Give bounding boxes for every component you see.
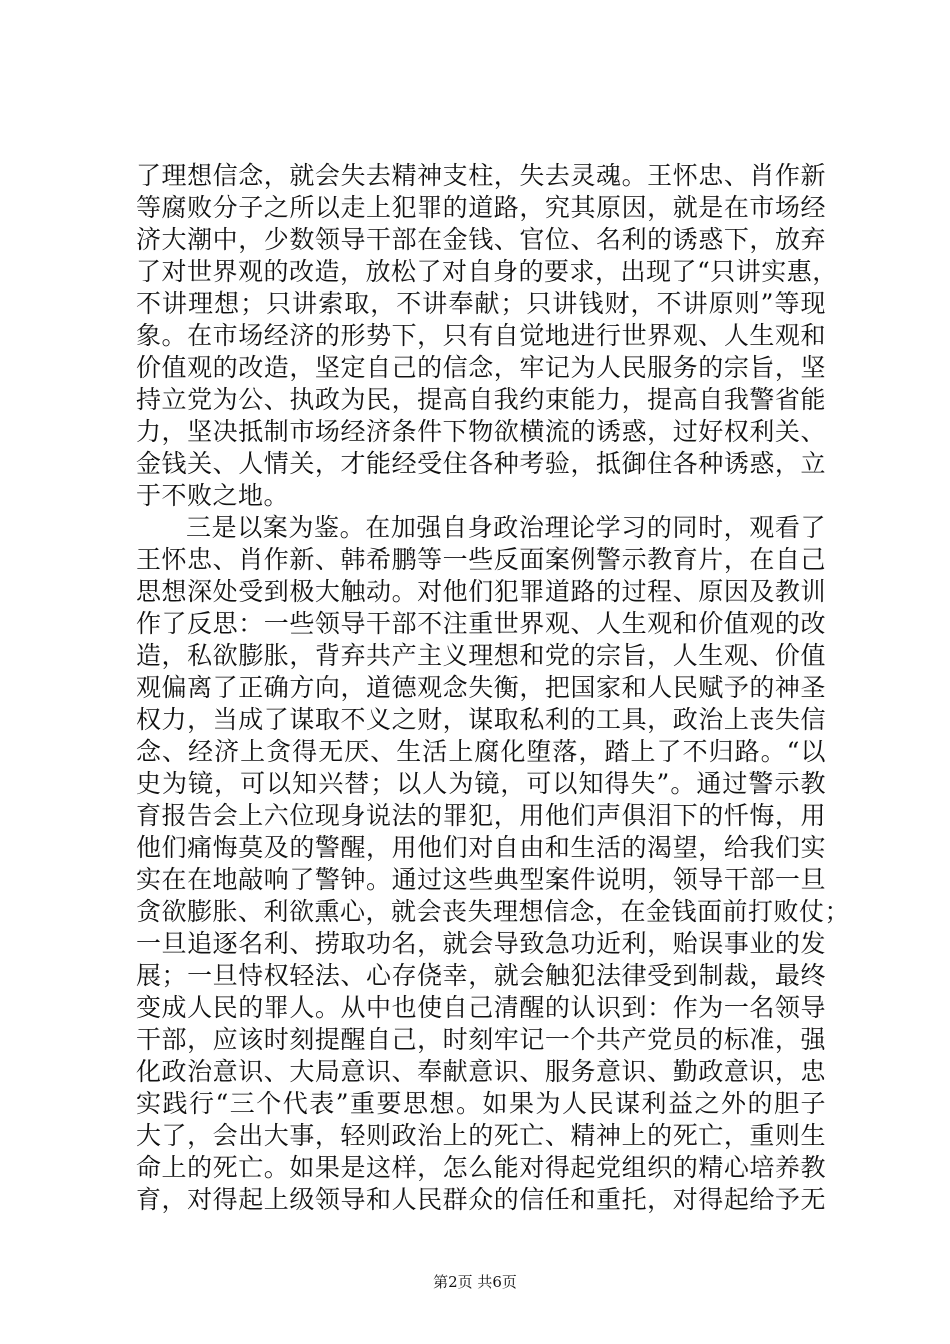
text-line: 造，私欲膨胀，背弃共产主义理想和党的宗旨，人生观、价值: [136, 641, 826, 670]
text-line: 实在在地敲响了警钟。通过这些典型案件说明，领导干部一旦: [136, 865, 826, 894]
text-line: 持立党为公、执政为民，提高自我约束能力，提高自我警省能: [136, 385, 826, 414]
text-line: 济大潮中，少数领导干部在金钱、官位、名利的诱惑下，放弃: [136, 225, 826, 254]
text-line: 命上的死亡。如果是这样，怎么能对得起党组织的精心培养教: [136, 1153, 826, 1182]
text-line: 象。在市场经济的形势下，只有自觉地进行世界观、人生观和: [136, 321, 826, 350]
text-line: 了对世界观的改造，放松了对自身的要求，出现了“只讲实惠，: [136, 257, 838, 286]
paragraph-2: [136, 512, 851, 1216]
text-line: 念、经济上贪得无厌、生活上腐化堕落，踏上了不归路。“以: [136, 737, 826, 766]
text-line: 育报告会上六位现身说法的罪犯，用他们声俱泪下的忏悔，用: [136, 801, 826, 830]
text-line: 等腐败分子之所以走上犯罪的道路，究其原因，就是在市场经: [136, 193, 826, 222]
text-line: 思想深处受到极大触动。对他们犯罪道路的过程、原因及教训: [136, 577, 826, 606]
text-line: 一旦追逐名利、捞取功名，就会导致急功近利，贻误事业的发: [136, 929, 826, 958]
text-line: 大了，会出大事，轻则政治上的死亡、精神上的死亡，重则生: [136, 1121, 826, 1150]
text-line: 作了反思：一些领导干部不注重世界观、人生观和价值观的改: [136, 609, 826, 638]
document-body: [136, 160, 851, 1216]
text-line: 实践行“三个代表”重要思想。如果为人民谋利益之外的胆子: [136, 1089, 826, 1118]
text-line: 干部，应该时刻提醒自己，时刻牢记一个共产党员的标准，强: [136, 1025, 826, 1054]
text-line: 展；一旦恃权轻法、心存侥幸，就会触犯法律受到制裁，最终: [136, 961, 826, 990]
text-line: 了理想信念，就会失去精神支柱，失去灵魂。王怀忠、肖作新: [136, 161, 826, 190]
text-line: 金钱关、人情关，才能经受住各种考验，抵御住各种诱惑，立: [136, 449, 826, 478]
text-line: 权力，当成了谋取不义之财，谋取私利的工具，政治上丧失信: [136, 705, 826, 734]
text-line: 于不败之地。: [136, 481, 290, 510]
text-line: 不讲理想；只讲索取，不讲奉献；只讲钱财，不讲原则”等现: [136, 289, 826, 318]
text-line: 王怀忠、肖作新、韩希鹏等一些反面案例警示教育片，在自己: [136, 545, 826, 574]
text-line: 化政治意识、大局意识、奉献意识、服务意识、勤政意识，忠: [136, 1057, 826, 1086]
text-line: 变成人民的罪人。从中也使自己清醒的认识到：作为一名领导: [136, 993, 826, 1022]
text-line: 育，对得起上级领导和人民群众的信任和重托，对得起给予无: [136, 1185, 826, 1214]
text-line: 三是以案为鉴。在加强自身政治理论学习的同时，观看了: [186, 513, 826, 542]
text-line: 他们痛悔莫及的警醒，用他们对自由和生活的渴望，给我们实: [136, 833, 826, 862]
text-line: 观偏离了正确方向，道德观念失衡，把国家和人民赋予的神圣: [136, 673, 826, 702]
page-number-footer: 第2页 共6页: [433, 1273, 517, 1291]
text-line: 价值观的改造，坚定自己的信念，牢记为人民服务的宗旨，坚: [136, 353, 826, 382]
text-line: 贪欲膨胀、利欲熏心，就会丧失理想信念，在金钱面前打败仗；: [136, 897, 851, 926]
paragraph-1: [136, 160, 838, 512]
text-line: 史为镜，可以知兴替；以人为镜，可以知得失”。通过警示教: [136, 769, 826, 798]
text-line: 力，坚决抵制市场经济条件下物欲横流的诱惑，过好权利关、: [136, 417, 826, 446]
